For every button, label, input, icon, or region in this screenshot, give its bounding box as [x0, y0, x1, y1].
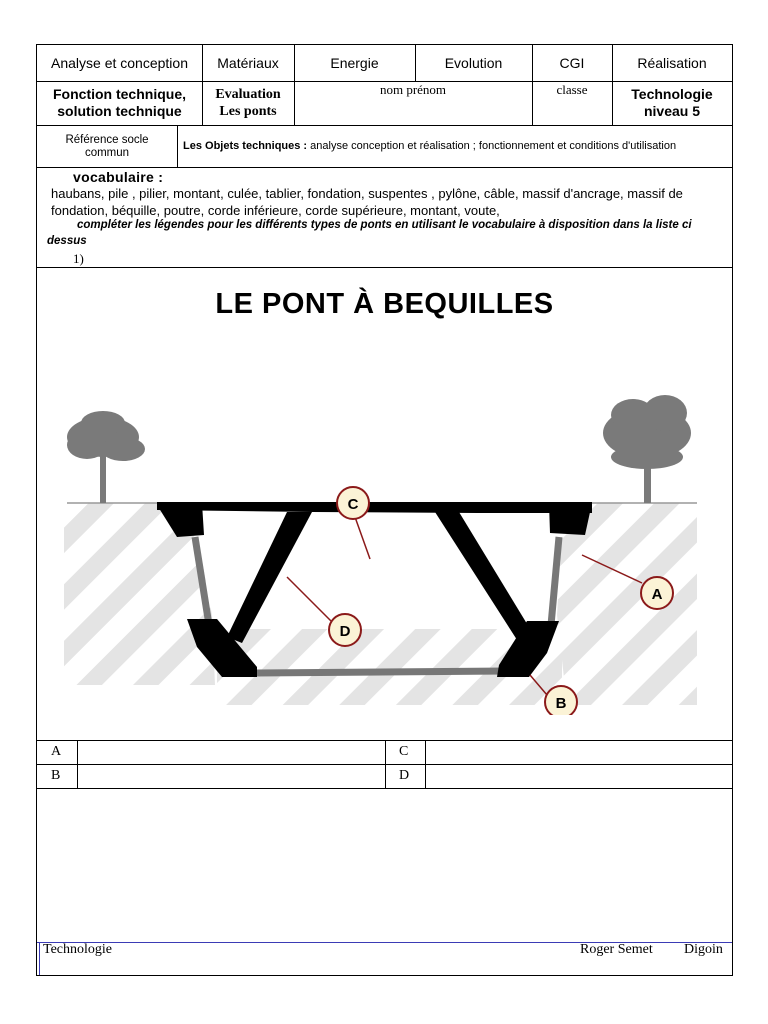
tab-energie[interactable] [294, 45, 415, 81]
tab-materiaux[interactable] [202, 45, 294, 81]
evaluation-line2: Les ponts [219, 104, 277, 119]
objects-bold: Les Objets techniques : [183, 140, 308, 152]
marker-c-label: C [347, 496, 359, 513]
vocabulary-title: vocabulaire : [73, 169, 164, 185]
level-line2: niveau 5 [643, 103, 701, 119]
reference-text: Référence socle commun [65, 134, 149, 159]
legend-key-a: A [51, 744, 62, 759]
instruction-text: compléter les légendes pour les différents types de ponts en utilisant le vocabulaire à disposition dans la liste ci dessus [47, 219, 692, 247]
tab-realisation[interactable] [612, 45, 732, 81]
tab-label: Evolution [444, 55, 503, 71]
legend-key-c: C [399, 744, 409, 759]
evaluation-title [202, 81, 294, 125]
level-line1: Technologie [631, 86, 713, 102]
class-label: classe [556, 82, 588, 97]
tab-analyse-conception[interactable] [37, 45, 202, 81]
tab-label: Réalisation [637, 55, 707, 71]
class-field[interactable] [532, 83, 612, 97]
legend-input-d[interactable] [431, 768, 727, 786]
legend-input-a[interactable] [83, 744, 379, 762]
left-tree-icon [67, 411, 145, 503]
marker-b-label: B [555, 695, 567, 712]
question-number: 1) [73, 251, 84, 266]
tab-label: Matériaux [217, 55, 279, 71]
footer-subject: Technologie [43, 942, 112, 957]
reference-label [47, 129, 167, 165]
evaluation-line1: Evaluation [215, 87, 281, 102]
marker-c[interactable] [337, 487, 369, 519]
function-text: Fonction technique, solution technique [53, 86, 186, 119]
objects-description [177, 125, 732, 167]
tab-label: Analyse et conception [51, 55, 188, 71]
objects-text: analyse conception et réalisation ; fonctionnement et conditions d'utilisation [307, 140, 677, 152]
marker-a[interactable] [641, 577, 673, 609]
right-tree-icon [603, 395, 691, 503]
function-label [37, 81, 202, 125]
legend-input-b[interactable] [83, 768, 379, 786]
level-label [612, 81, 732, 125]
marker-b[interactable] [545, 686, 577, 715]
marker-d-label: D [339, 623, 351, 640]
legend-input-c[interactable] [431, 744, 727, 762]
figure-title: LE PONT À BEQUILLES [215, 288, 554, 320]
tab-label: CGI [559, 55, 585, 71]
tab-cgi[interactable] [532, 45, 612, 81]
legend-key-d: D [399, 768, 410, 783]
legend-key-b: B [51, 768, 61, 783]
deck [157, 502, 592, 513]
name-field[interactable] [294, 83, 532, 97]
bridge-diagram [37, 385, 732, 715]
marker-d[interactable] [329, 614, 361, 646]
footer-author: Roger Semet [580, 942, 653, 957]
name-label: nom prénom [379, 82, 447, 97]
footer-school: Digoin [684, 942, 723, 957]
worksheet-page [36, 44, 733, 976]
marker-a-label: A [651, 586, 663, 603]
tab-evolution[interactable] [415, 45, 532, 81]
tab-label: Energie [330, 55, 379, 71]
vocabulary-list: haubans, pile , pilier, montant, culée, tablier, fondation, suspentes , pylône, câble, massif d'ancrage, massif de fondation, béquille, poutre, corde inférieure, corde supérieure, montant, voute, [51, 186, 683, 218]
